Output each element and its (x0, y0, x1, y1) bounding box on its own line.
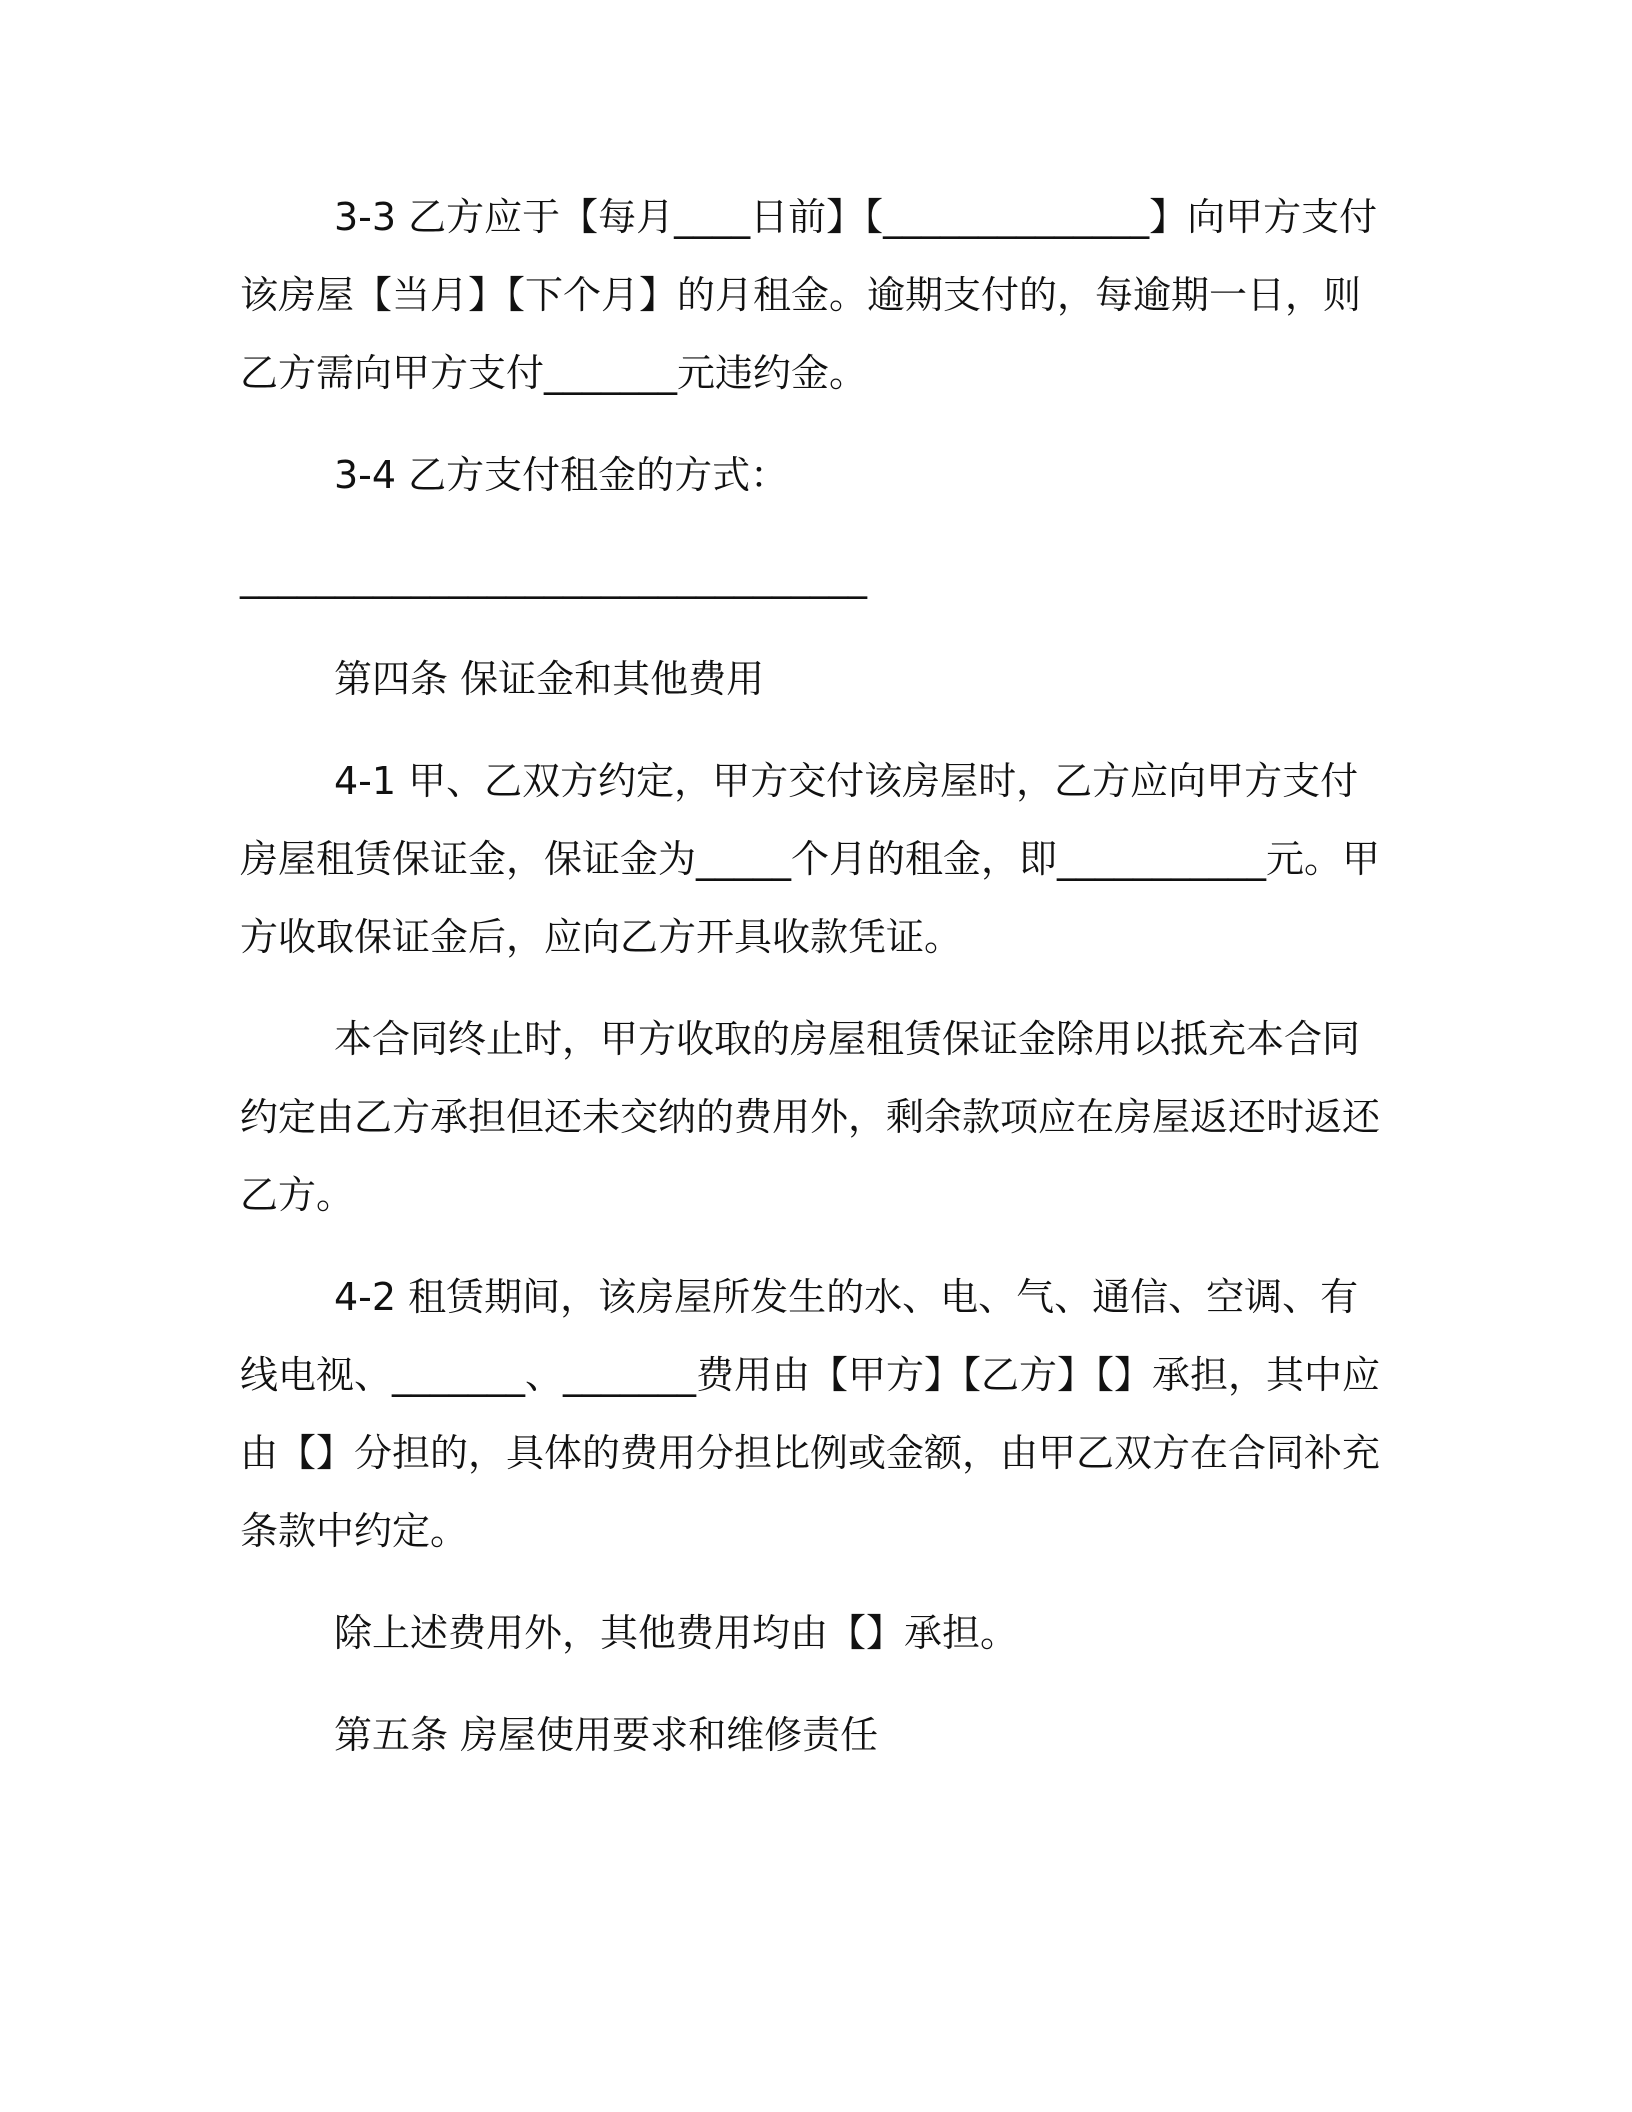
clause-4-2-other-fees: 除上述费用外，其他费用均由【】承担。 (334, 1611, 1019, 1655)
clause-4-2: 4-2 租赁期间，该房屋所发生的水、电、气、通信、空调、有线电视、_______、_______费用由【甲方】【乙方】【】承担，其中应由【】分担的，具体的费用分担比例或金额，由甲乙双方在合同补充条款中约定。 (240, 1275, 1381, 1553)
clause-4-1-termination: 本合同终止时，甲方收取的房屋租赁保证金除用以抵充本合同约定由乙方承担但还未交纳的费用外，剩余款项应在房屋返还时返还乙方。 (240, 1017, 1381, 1217)
clause-4-1: 4-1 甲、乙双方约定，甲方交付该房屋时，乙方应向甲方支付房屋租赁保证金，保证金为_____个月的租金，即___________元。甲方收取保证金后，应向乙方开具收款凭证。 (240, 759, 1381, 959)
clause-3-4: 3-4 乙方支付租金的方式： (334, 453, 789, 497)
document-page (240, 178, 1390, 1798)
payment-method-blank: _________________________________ (240, 555, 867, 599)
article-4-heading: 第四条 保证金和其他费用 (334, 657, 765, 701)
article-5-heading: 第五条 房屋使用要求和维修责任 (334, 1713, 879, 1757)
clause-3-3: 3-3 乙方应于【每月____日前】【______________】向甲方支付该房屋【当月】【下个月】的月租金。逾期支付的，每逾期一日，则乙方需向甲方支付_______元违约金。 (240, 195, 1378, 395)
